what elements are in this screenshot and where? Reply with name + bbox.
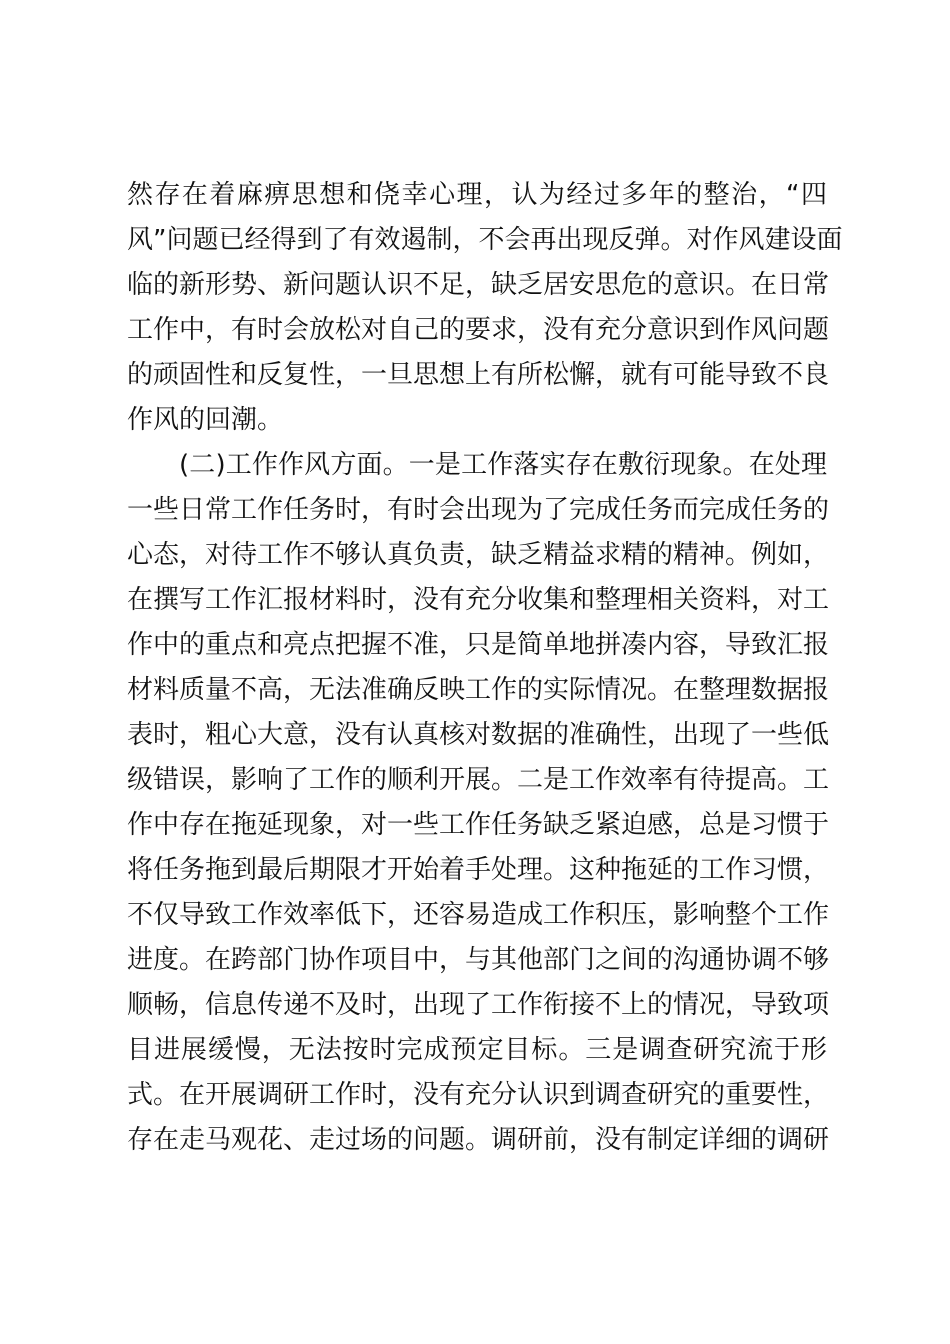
paragraph-1-line-3: 临的新形势、新问题认识不足，缺乏居安思危的意识。在日常 [127, 270, 830, 300]
paragraph-2-line-12: 进度。在跨部门协作项目中，与其他部门之间的沟通协调不够 [127, 945, 830, 975]
paragraph-1-line-6: 作风的回潮。 [127, 405, 284, 435]
body-text [127, 173, 843, 1163]
paragraph-2-line-6: 材料质量不高，无法准确反映工作的实际情况。在整理数据报 [127, 675, 830, 705]
paragraph-2-line-13: 顺畅，信息传递不及时，出现了工作衔接不上的情况，导致项 [127, 990, 830, 1020]
paragraph-2-line-15: 式。在开展调研工作时，没有充分认识到调查研究的重要性， [127, 1080, 830, 1110]
paragraph-1-line-1: 然存在着麻痹思想和侥幸心理，认为经过多年的整治，“四 [127, 180, 827, 210]
paragraph-2-line-2: 一些日常工作任务时，有时会出现为了完成任务而完成任务的 [127, 495, 830, 525]
paragraph-1-line-4: 工作中，有时会放松对自己的要求，没有充分意识到作风问题 [127, 315, 830, 345]
paragraph-2-line-16: 存在走马观花、走过场的问题。调研前，没有制定详细的调研 [127, 1125, 830, 1155]
paragraph-2-line-9: 作中存在拖延现象，对一些工作任务缺乏紧迫感，总是习惯于 [127, 810, 830, 840]
paragraph-2-line-3: 心态，对待工作不够认真负责，缺乏精益求精的精神。例如， [127, 540, 830, 570]
paragraph-2-line-10: 将任务拖到最后期限才开始着手处理。这种拖延的工作习惯， [127, 855, 830, 885]
paragraph-2-line-7: 表时，粗心大意，没有认真核对数据的准确性，出现了一些低 [127, 720, 830, 750]
paragraph-2-line-1: (二)工作作风方面。一是工作落实存在敷衍现象。在处理 [179, 450, 827, 480]
paragraph-2-line-4: 在撰写工作汇报材料时，没有充分收集和整理相关资料，对工 [127, 585, 830, 615]
paragraph-2-line-14: 目进展缓慢，无法按时完成预定目标。三是调查研究流于形 [127, 1035, 827, 1065]
paragraph-1-line-2: 风”问题已经得到了有效遏制，不会再出现反弹。对作风建设面 [127, 225, 843, 255]
paragraph-2-line-11: 不仅导致工作效率低下，还容易造成工作积压，影响整个工作 [127, 900, 830, 930]
paragraph-2-line-8: 级错误，影响了工作的顺利开展。二是工作效率有待提高。工 [127, 765, 830, 795]
paragraph-2-line-5: 作中的重点和亮点把握不准，只是简单地拼凑内容，导致汇报 [127, 630, 830, 660]
paragraph-1-line-5: 的顽固性和反复性，一旦思想上有所松懈，就有可能导致不良 [127, 360, 830, 390]
